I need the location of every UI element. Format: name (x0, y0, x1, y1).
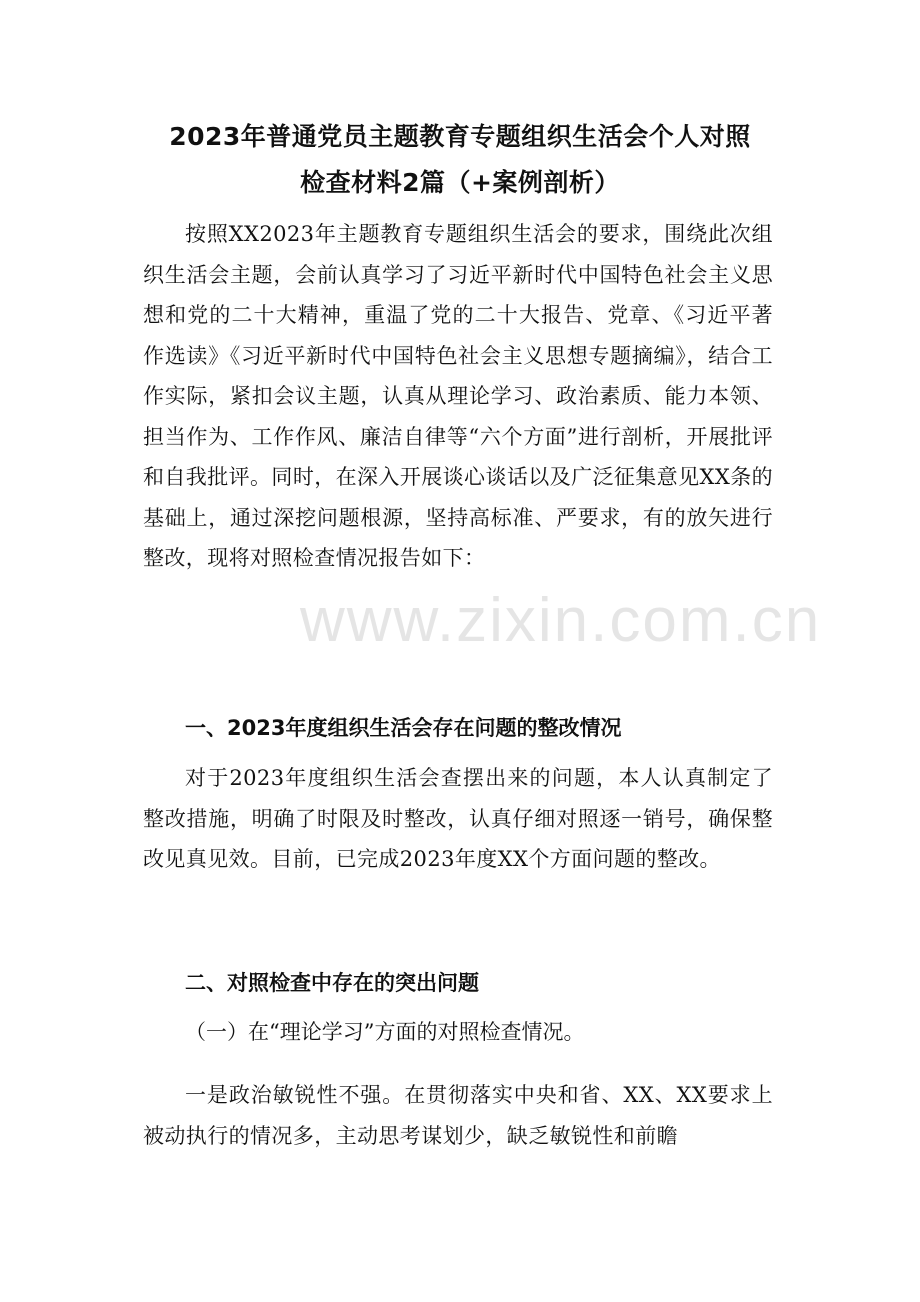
section2-paragraph: 一是政治敏锐性不强。在贯彻落实中央和省、XX、XX要求上被动执行的情况多，主动思考谋划少，缺乏敏锐性和前瞻 (143, 1083, 773, 1148)
document-title-line2: 检查材料2篇（+案例剖析） (300, 168, 620, 197)
watermark: www.zixin.com.cn (300, 586, 822, 655)
section2-heading: 二、对照检查中存在的突出问题 (185, 971, 479, 995)
intro-paragraph: 按照XX2023年主题教育专题组织生活会的要求，围绕此次组织生活会主题，会前认真学习了习近平新时代中国特色社会主义思想和党的二十大精神，重温了党的二十大报告、党章、《习近平著作选读》《习近平新时代中国特色社会主义思想专题摘编》，结合工作实际，紧扣会议主题，认真从理论学习、政治素质、能力本领、担当作为、工作作风、廉洁自律等“六个方面”进行剖析，开展批评和自我批评。同时，在深入开展谈心谈话以及广泛征集意见XX条的基础上，通过深挖问题根源，坚持高标准、严要求，有的放矢进行整改，现将对照检查情况报告如下： (143, 222, 773, 570)
section1-heading: 一、2023年度组织生活会存在问题的整改情况 (185, 716, 622, 740)
document-title-line1: 2023年普通党员主题教育专题组织生活会个人对照 (169, 122, 751, 151)
section1-paragraph: 对于2023年度组织生活会查摆出来的问题，本人认真制定了整改措施，明确了时限及时整改，认真仔细对照逐一销号，确保整改见真见效。目前，已完成2023年度XX个方面问题的整改。 (143, 766, 773, 871)
section2-subheading: （一）在“理论学习”方面的对照检查情况。 (185, 1020, 585, 1044)
